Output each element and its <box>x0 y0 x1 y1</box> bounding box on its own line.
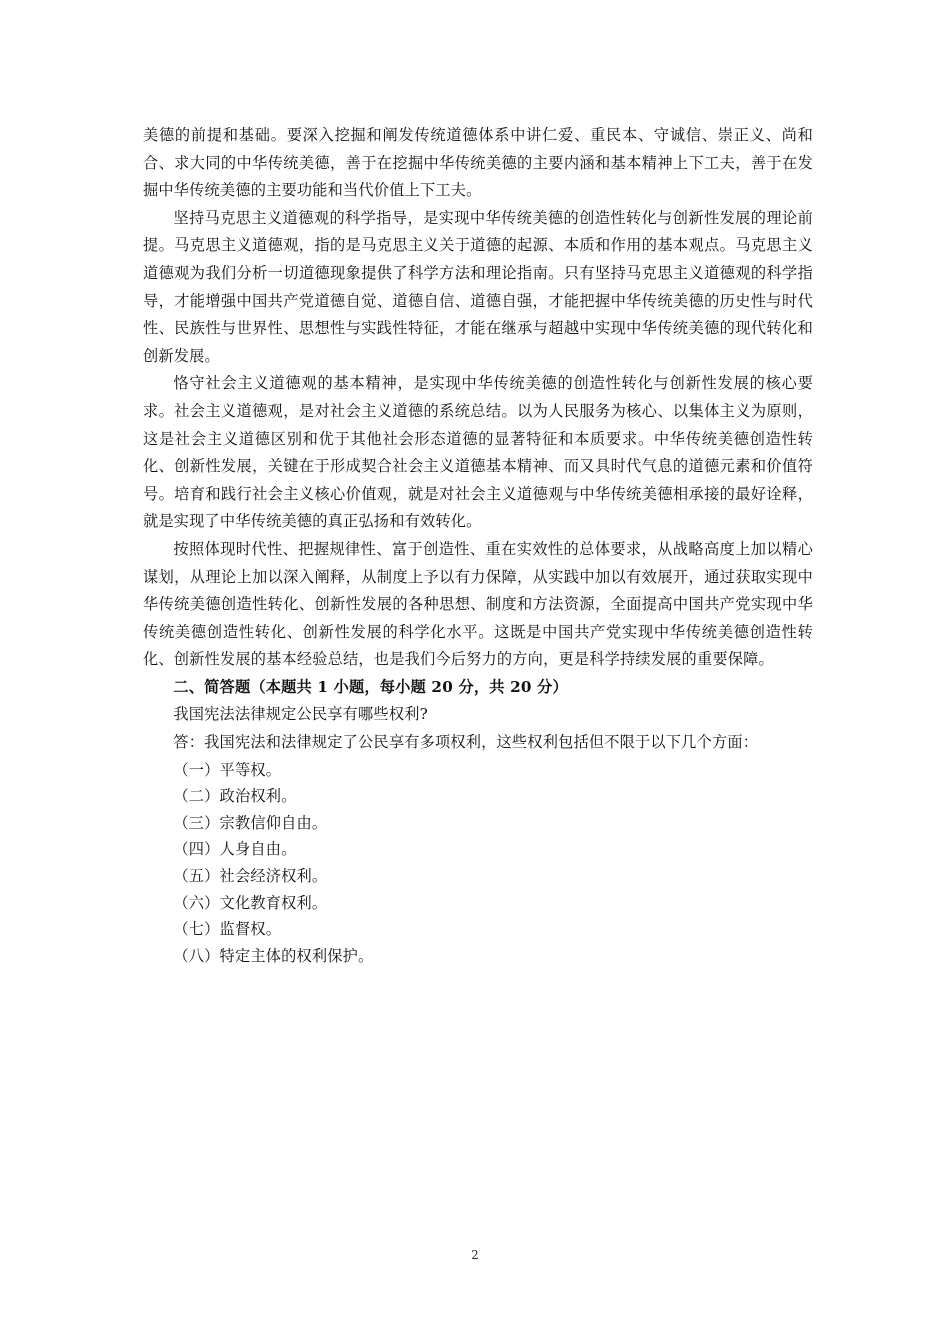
answer-intro: 答：我国宪法和法律规定了公民享有多项权利，这些权利包括但不限于以下几个方面： <box>173 733 759 752</box>
list-item: （一）平等权。 <box>173 760 282 779</box>
list-item: （二）政治权利。 <box>173 787 297 806</box>
page-number: 2 <box>471 1248 479 1262</box>
document-body <box>143 122 813 969</box>
paragraph-continuation: 美德的前提和基础。要深入挖掘和阐发传统道德体系中讲仁爱、重民本、守诚信、崇正义、尚和合、求大同的中华传统美德，善于在挖掘中华传统美德的主要内涵和基本精神上下工夫，善于在发掘中华传统美德的主要功能和当代价值上下工夫。 <box>143 126 813 200</box>
list-item: （五）社会经济权利。 <box>173 867 328 886</box>
paragraph-marxist-guidance: 坚持马克思主义道德观的科学指导，是实现中华传统美德的创造性转化与创新性发展的理论前提。马克思主义道德观，指的是马克思主义关于道德的起源、本质和作用的基本观点。马克思主义道德观为我们分析一切道德现象提供了科学方法和理论指南。只有坚持马克思主义道德观的科学指导，才能增强中国共产党道德自觉、道德自信、道德自强，才能把握中华传统美德的历史性与时代性、民族性与世界性、思想性与实践性特征，才能在继承与超越中实现中华传统美德的现代转化和创新发展。 <box>143 208 813 365</box>
list-item: （八）特定主体的权利保护。 <box>173 946 374 965</box>
section-heading: 二、简答题（本题共 1 小题，每小题 20 分，共 20 分） <box>173 677 568 696</box>
rights-list <box>143 757 813 970</box>
list-item: （七）监督权。 <box>173 920 282 939</box>
list-item: （四）人身自由。 <box>173 840 297 859</box>
list-item: （六）文化教育权利。 <box>173 893 328 912</box>
paragraph-socialist-morality: 恪守社会主义道德观的基本精神，是实现中华传统美德的创造性转化与创新性发展的核心要求。社会主义道德观，是对社会主义道德的系统总结。以为人民服务为核心、以集体主义为原则，这是社会主义道德区别和优于其他社会形态道德的显著特征和本质要求。中华传统美德创造性转化、创新性发展，关键在于形成契合社会主义道德基本精神、而又具时代气息的道德元素和价值符号。培育和践行社会主义核心价值观，就是对社会主义道德观与中华传统美德相承接的最好诠释，就是实现了中华传统美德的真正弘扬和有效转化。 <box>143 374 813 531</box>
question-text: 我国宪法法律规定公民享有哪些权利? <box>173 705 428 724</box>
list-item: （三）宗教信仰自由。 <box>173 813 328 832</box>
paragraph-overall-requirements: 按照体现时代性、把握规律性、富于创造性、重在实效性的总体要求，从战略高度上加以精心谋划，从理论上加以深入阐释，从制度上予以有力保障，从实践中加以有效展开，通过获取实现中华传统美德创造性转化、创新性发展的各种思想、制度和方法资源，全面提高中国共产党实现中华传统美德创造性转化、创新性发展的科学化水平。这既是中国共产党实现中华传统美德创造性转化、创新性发展的基本经验总结，也是我们今后努力的方向，更是科学持续发展的重要保障。 <box>143 539 813 669</box>
